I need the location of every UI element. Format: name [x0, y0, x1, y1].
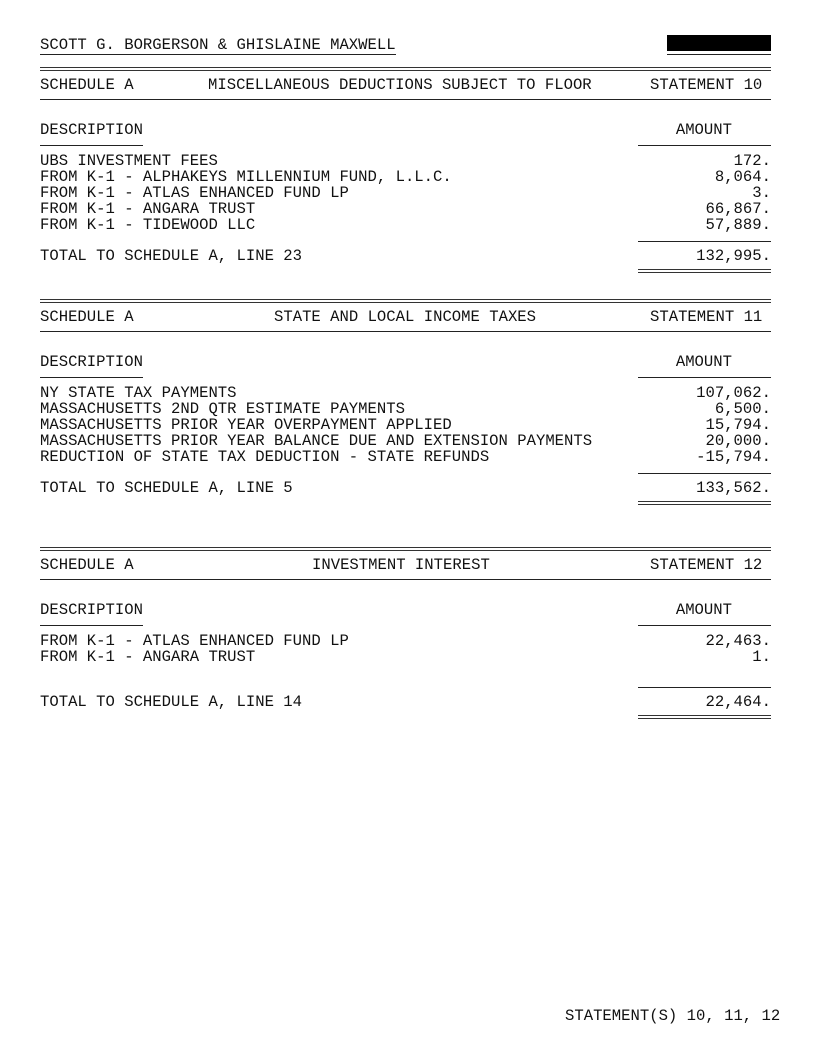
total-double-rule: [638, 501, 771, 505]
row-description: FROM K-1 - ANGARA TRUST: [40, 200, 256, 218]
row-amount: -15,794.: [696, 448, 771, 466]
row-description: FROM K-1 - TIDEWOOD LLC: [40, 216, 256, 234]
double-rule: [40, 67, 771, 71]
double-rule: [40, 547, 771, 551]
redacted-block: [667, 35, 771, 51]
row-amount: 6,500.: [714, 400, 771, 418]
rule: [40, 99, 771, 100]
double-rule: [40, 299, 771, 303]
row-amount: 3.: [752, 184, 771, 202]
description-underline: [40, 145, 143, 146]
column-header-amount: AMOUNT: [675, 353, 732, 371]
subtotal-rule: [638, 241, 771, 242]
statement-title: MISCELLANEOUS DEDUCTIONS SUBJECT TO FLOOR: [208, 76, 592, 94]
row-description: FROM K-1 - ATLAS ENHANCED FUND LP: [40, 632, 349, 650]
column-header-description: DESCRIPTION: [40, 121, 143, 139]
row-description: MASSACHUSETTS PRIOR YEAR OVERPAYMENT APPLIED: [40, 416, 452, 434]
row-amount: 22,463.: [705, 632, 771, 650]
description-underline: [40, 625, 143, 626]
taxpayer-names: SCOTT G. BORGERSON & GHISLAINE MAXWELL: [40, 36, 396, 54]
schedule-label: SCHEDULE A: [40, 76, 134, 94]
statement-number: STATEMENT 11: [650, 308, 763, 326]
row-amount: 172.: [733, 152, 771, 170]
statement-title: STATE AND LOCAL INCOME TAXES: [274, 308, 537, 326]
schedule-label: SCHEDULE A: [40, 308, 134, 326]
row-description: FROM K-1 - ANGARA TRUST: [40, 648, 256, 666]
statement-number: STATEMENT 10: [650, 76, 763, 94]
total-label: TOTAL TO SCHEDULE A, LINE 14: [40, 693, 303, 711]
row-amount: 66,867.: [705, 200, 771, 218]
total-double-rule: [638, 269, 771, 273]
amount-underline: [638, 625, 771, 626]
row-amount: 20,000.: [705, 432, 771, 450]
column-header-amount: AMOUNT: [675, 601, 732, 619]
statement-number: STATEMENT 12: [650, 556, 763, 574]
row-amount: 15,794.: [705, 416, 771, 434]
row-description: MASSACHUSETTS PRIOR YEAR BALANCE DUE AND EXTENSION PAYMENTS: [40, 432, 593, 450]
rule: [40, 579, 771, 580]
column-header-description: DESCRIPTION: [40, 353, 143, 371]
row-description: MASSACHUSETTS 2ND QTR ESTIMATE PAYMENTS: [40, 400, 405, 418]
footer-statements-reference: STATEMENT(S) 10, 11, 12: [565, 1007, 781, 1025]
total-double-rule: [638, 715, 771, 719]
rule: [40, 331, 771, 332]
column-header-amount: AMOUNT: [675, 121, 732, 139]
row-description: REDUCTION OF STATE TAX DEDUCTION - STATE REFUNDS: [40, 448, 490, 466]
taxpayer-names-underline: [40, 54, 396, 55]
total-label: TOTAL TO SCHEDULE A, LINE 23: [40, 247, 303, 265]
schedule-label: SCHEDULE A: [40, 556, 134, 574]
column-header-description: DESCRIPTION: [40, 601, 143, 619]
subtotal-rule: [638, 687, 771, 688]
redacted-underline: [667, 54, 771, 55]
row-description: FROM K-1 - ALPHAKEYS MILLENNIUM FUND, L.L.C.: [40, 168, 452, 186]
row-amount: 57,889.: [705, 216, 771, 234]
description-underline: [40, 377, 143, 378]
total-amount: 133,562.: [696, 479, 771, 497]
row-description: FROM K-1 - ATLAS ENHANCED FUND LP: [40, 184, 349, 202]
statement-title: INVESTMENT INTEREST: [312, 556, 490, 574]
row-description: UBS INVESTMENT FEES: [40, 152, 218, 170]
total-amount: 22,464.: [705, 693, 771, 711]
row-amount: 8,064.: [714, 168, 771, 186]
amount-underline: [638, 145, 771, 146]
amount-underline: [638, 377, 771, 378]
row-description: NY STATE TAX PAYMENTS: [40, 384, 237, 402]
row-amount: 1.: [752, 648, 771, 666]
row-amount: 107,062.: [696, 384, 771, 402]
total-label: TOTAL TO SCHEDULE A, LINE 5: [40, 479, 293, 497]
total-amount: 132,995.: [696, 247, 771, 265]
subtotal-rule: [638, 473, 771, 474]
